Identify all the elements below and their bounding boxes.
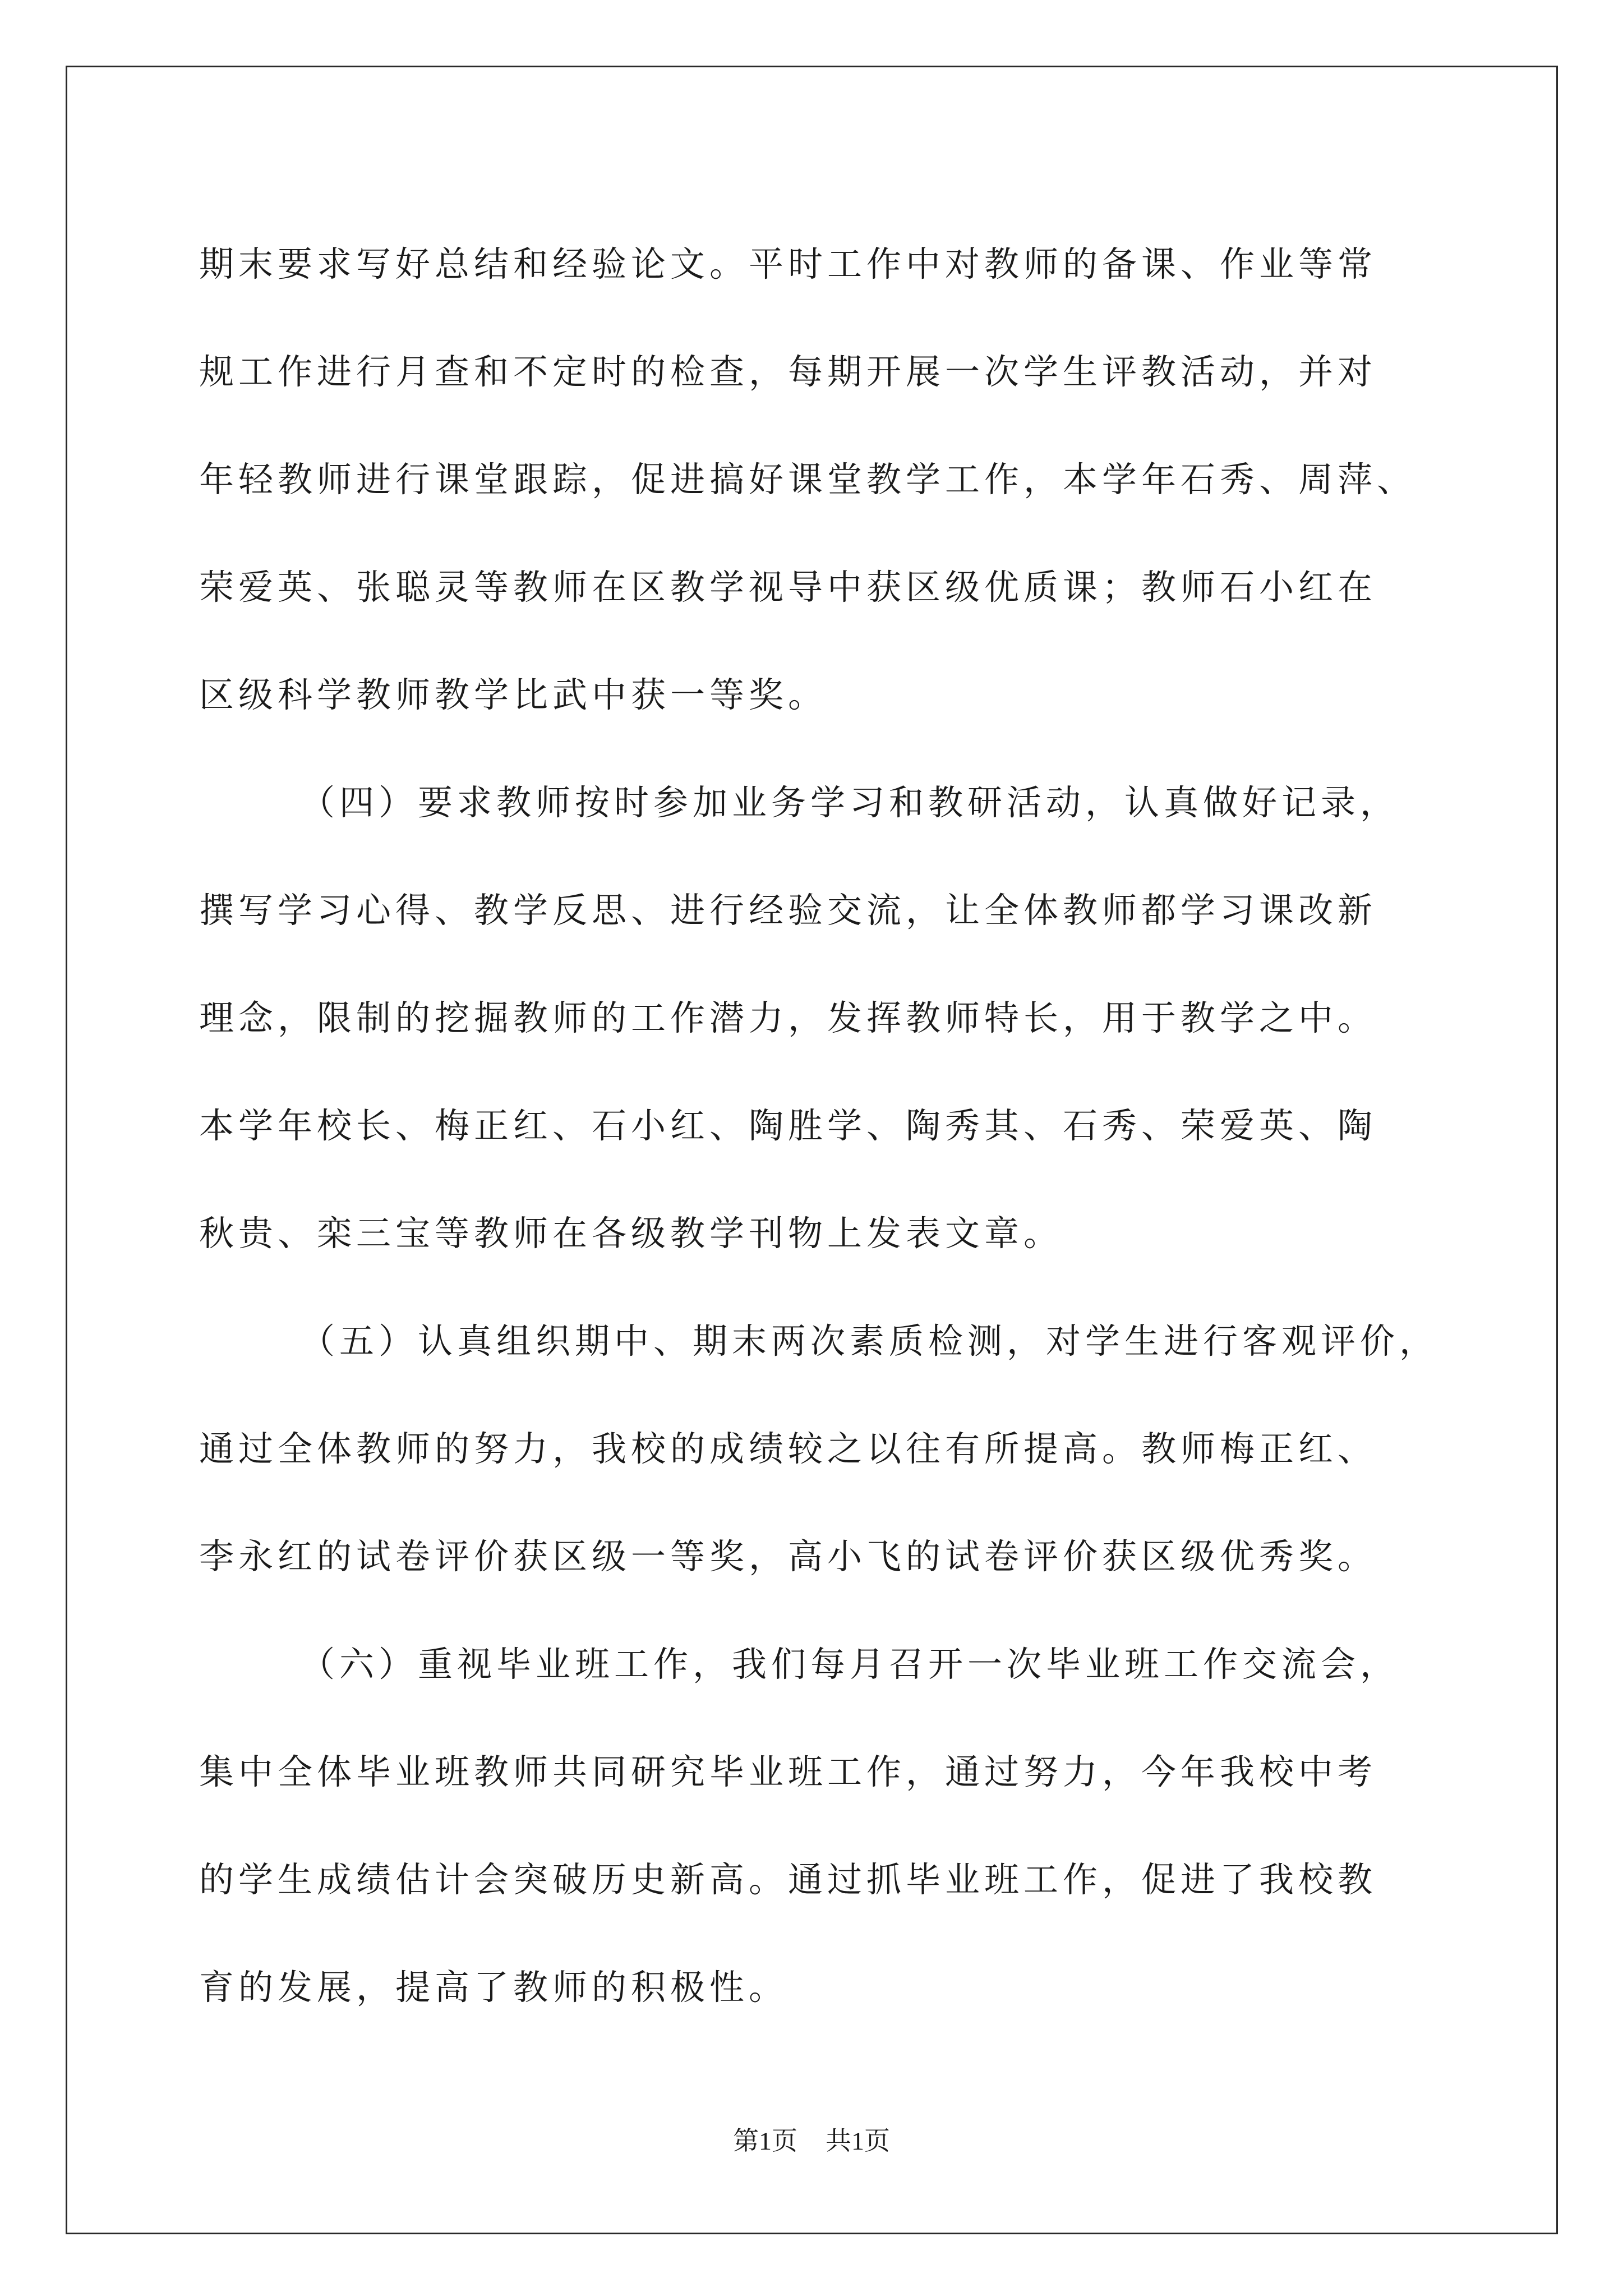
text-line-9: 本学年校长、梅正红、石小红、陶胜学、陶秀其、石秀、荣爱英、陶: [199, 1105, 1377, 1146]
text-line-12: 通过全体教师的努力，我校的成绩较之以往有所提高。教师梅正红、: [199, 1428, 1377, 1469]
paragraph-5-start: （五）认真组织期中、期末两次素质检测，对学生进行客观评价，: [300, 1320, 1439, 1361]
text-line-17: 育的发展，提高了教师的积极性。: [199, 1967, 789, 2008]
text-line-16: 的学生成绩估计会突破历史新高。通过抓毕业班工作，促进了我校教: [199, 1859, 1377, 1900]
document-body: [199, 210, 1455, 2041]
paragraph-4-start: （四）要求教师按时参加业务学习和教研活动，认真做好记录，: [300, 782, 1400, 823]
text-line-3: 年轻教师进行课堂跟踪，促进搞好课堂教学工作，本学年石秀、周萍、: [199, 459, 1417, 500]
text-line-1: 期末要求写好总结和经验论文。平时工作中对教师的备课、作业等常: [199, 243, 1377, 284]
text-line-4: 荣爱英、张聪灵等教师在区教学视导中获区级优质课；教师石小红在: [199, 567, 1377, 608]
text-line-7: 撰写学习心得、教学反思、进行经验交流，让全体教师都学习课改新: [199, 890, 1377, 931]
text-line-13: 李永红的试卷评价获区级一等奖，高小飞的试卷评价获区级优秀奖。: [199, 1536, 1377, 1577]
paragraph-6-start: （六）重视毕业班工作，我们每月召开一次毕业班工作交流会，: [300, 1644, 1400, 1685]
text-line-15: 集中全体毕业班教师共同研究毕业班工作，通过努力，今年我校中考: [199, 1751, 1377, 1792]
text-line-10: 秋贵、栾三宝等教师在各级教学刊物上发表文章。: [199, 1213, 1063, 1254]
page-number: 第1页: [733, 2127, 797, 2155]
text-line-2: 规工作进行月查和不定时的检查，每期开展一次学生评教活动，并对: [199, 351, 1377, 392]
page-total: 共1页: [826, 2127, 890, 2155]
text-line-8: 理念，限制的挖掘教师的工作潜力，发挥教师特长，用于教学之中。: [199, 997, 1377, 1038]
text-line-5: 区级科学教师教学比武中获一等奖。: [199, 674, 828, 715]
page-footer: [0, 2124, 1623, 2158]
